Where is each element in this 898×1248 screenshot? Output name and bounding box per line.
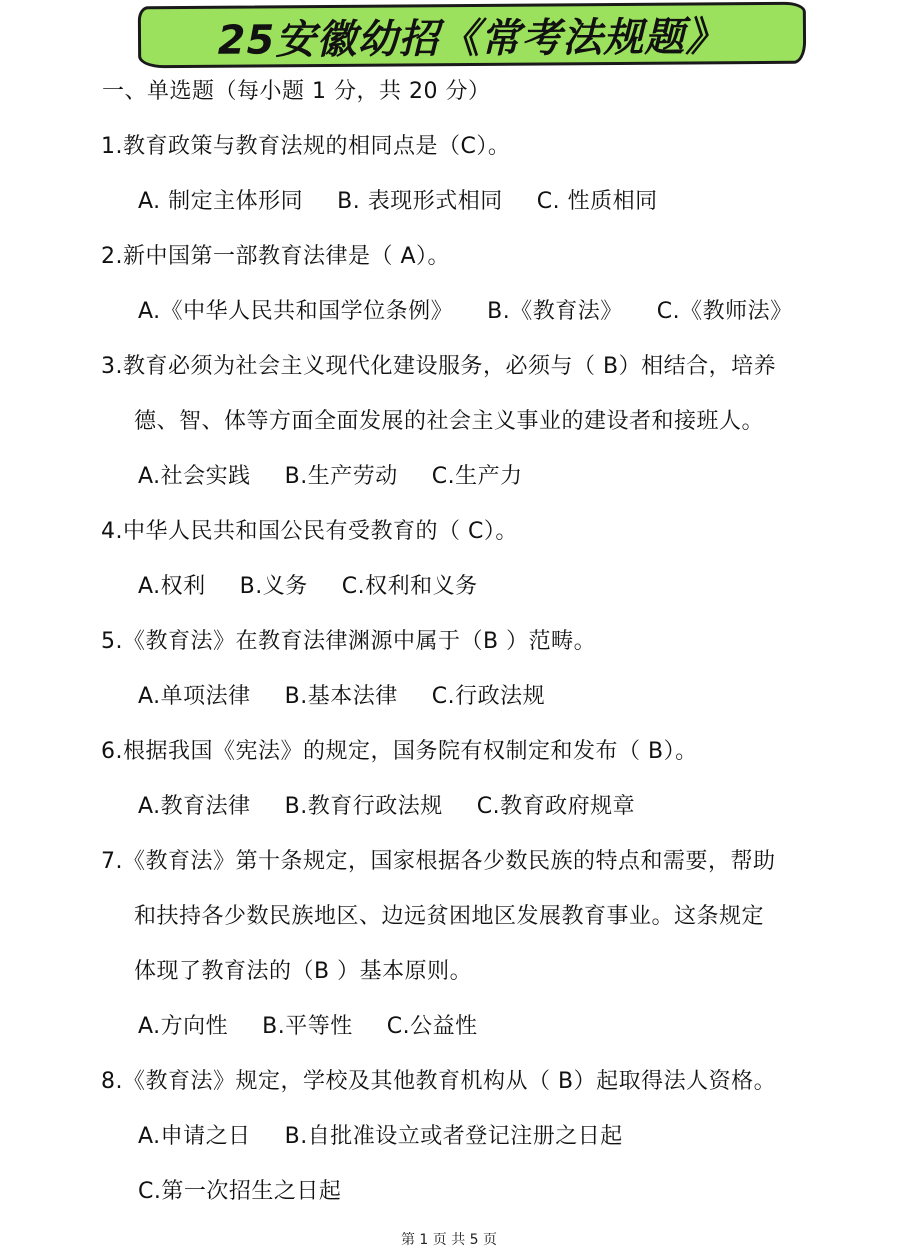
page-number: 第 1 页 共 5 页 xyxy=(400,1232,498,1248)
question-4-options xyxy=(138,572,478,602)
option-a: A. 制定主体形同 xyxy=(138,189,304,214)
option-b: B.《教育法》 xyxy=(487,299,623,324)
option-a: A.教育法律 xyxy=(138,794,251,819)
question-8-options-continued xyxy=(138,1177,341,1207)
question-6-stem: 6.根据我国《宪法》的规定，国务院有权制定和发布（ B）。 xyxy=(101,739,698,764)
question-1-stem: 1.教育政策与教育法规的相同点是（C）。 xyxy=(101,134,511,159)
option-c: C.公益性 xyxy=(386,1014,478,1039)
option-b: B. 表现形式相同 xyxy=(337,189,503,214)
option-c: C.《教师法》 xyxy=(656,299,793,324)
question-7-stem-continued: 体现了教育法的（B ）基本原则。 xyxy=(134,959,473,984)
option-a: A.社会实践 xyxy=(138,464,251,489)
option-c: C.行政法规 xyxy=(431,684,546,709)
document-title: 25安徽幼招《常考法规题》 xyxy=(217,13,727,64)
option-a: A.《中华人民共和国学位条例》 xyxy=(138,299,454,324)
option-b: B.自批准设立或者登记注册之日起 xyxy=(284,1124,623,1149)
option-a: A.单项法律 xyxy=(138,684,251,709)
option-a: A.权利 xyxy=(138,574,206,599)
question-8-options xyxy=(138,1122,623,1152)
option-b: B.生产劳动 xyxy=(284,464,398,489)
section-heading: 一、单选题（每小题 1 分，共 20 分） xyxy=(102,79,491,104)
question-3-options xyxy=(138,462,523,492)
option-c: C.教育政府规章 xyxy=(476,794,636,819)
option-b: B.平等性 xyxy=(262,1014,353,1039)
option-b: B.教育行政法规 xyxy=(284,794,443,819)
option-c: C.第一次招生之日起 xyxy=(138,1179,342,1204)
question-8-stem: 8.《教育法》规定，学校及其他教育机构从（ B）起取得法人资格。 xyxy=(101,1069,777,1094)
question-7-options xyxy=(138,1012,478,1042)
question-5-options xyxy=(138,682,545,712)
question-7-stem: 7.《教育法》第十条规定，国家根据各少数民族的特点和需要，帮助 xyxy=(101,849,776,874)
question-3-stem-continued: 德、智、体等方面全面发展的社会主义事业的建设者和接班人。 xyxy=(134,409,765,434)
option-b: B.基本法律 xyxy=(284,684,398,709)
question-4-stem: 4.中华人民共和国公民有受教育的（ C）。 xyxy=(101,519,518,544)
option-b: B.义务 xyxy=(239,574,308,599)
question-1-options xyxy=(138,187,658,217)
question-6-options xyxy=(138,792,635,822)
option-a: A.申请之日 xyxy=(138,1124,251,1149)
question-2-options xyxy=(138,297,793,327)
question-2-stem: 2.新中国第一部教育法律是（ A）。 xyxy=(101,244,451,269)
title-banner xyxy=(138,2,806,69)
option-a: A.方向性 xyxy=(138,1014,229,1039)
option-c: C.权利和义务 xyxy=(341,574,478,599)
question-5-stem: 5.《教育法》在教育法律渊源中属于（B ）范畴。 xyxy=(101,629,597,654)
option-c: C. 性质相同 xyxy=(536,189,658,214)
question-3-stem: 3.教育必须为社会主义现代化建设服务，必须与（ B）相结合，培养 xyxy=(101,354,777,379)
option-c: C.生产力 xyxy=(431,464,523,489)
question-7-stem-continued: 和扶持各少数民族地区、边远贫困地区发展教育事业。这条规定 xyxy=(134,904,765,929)
